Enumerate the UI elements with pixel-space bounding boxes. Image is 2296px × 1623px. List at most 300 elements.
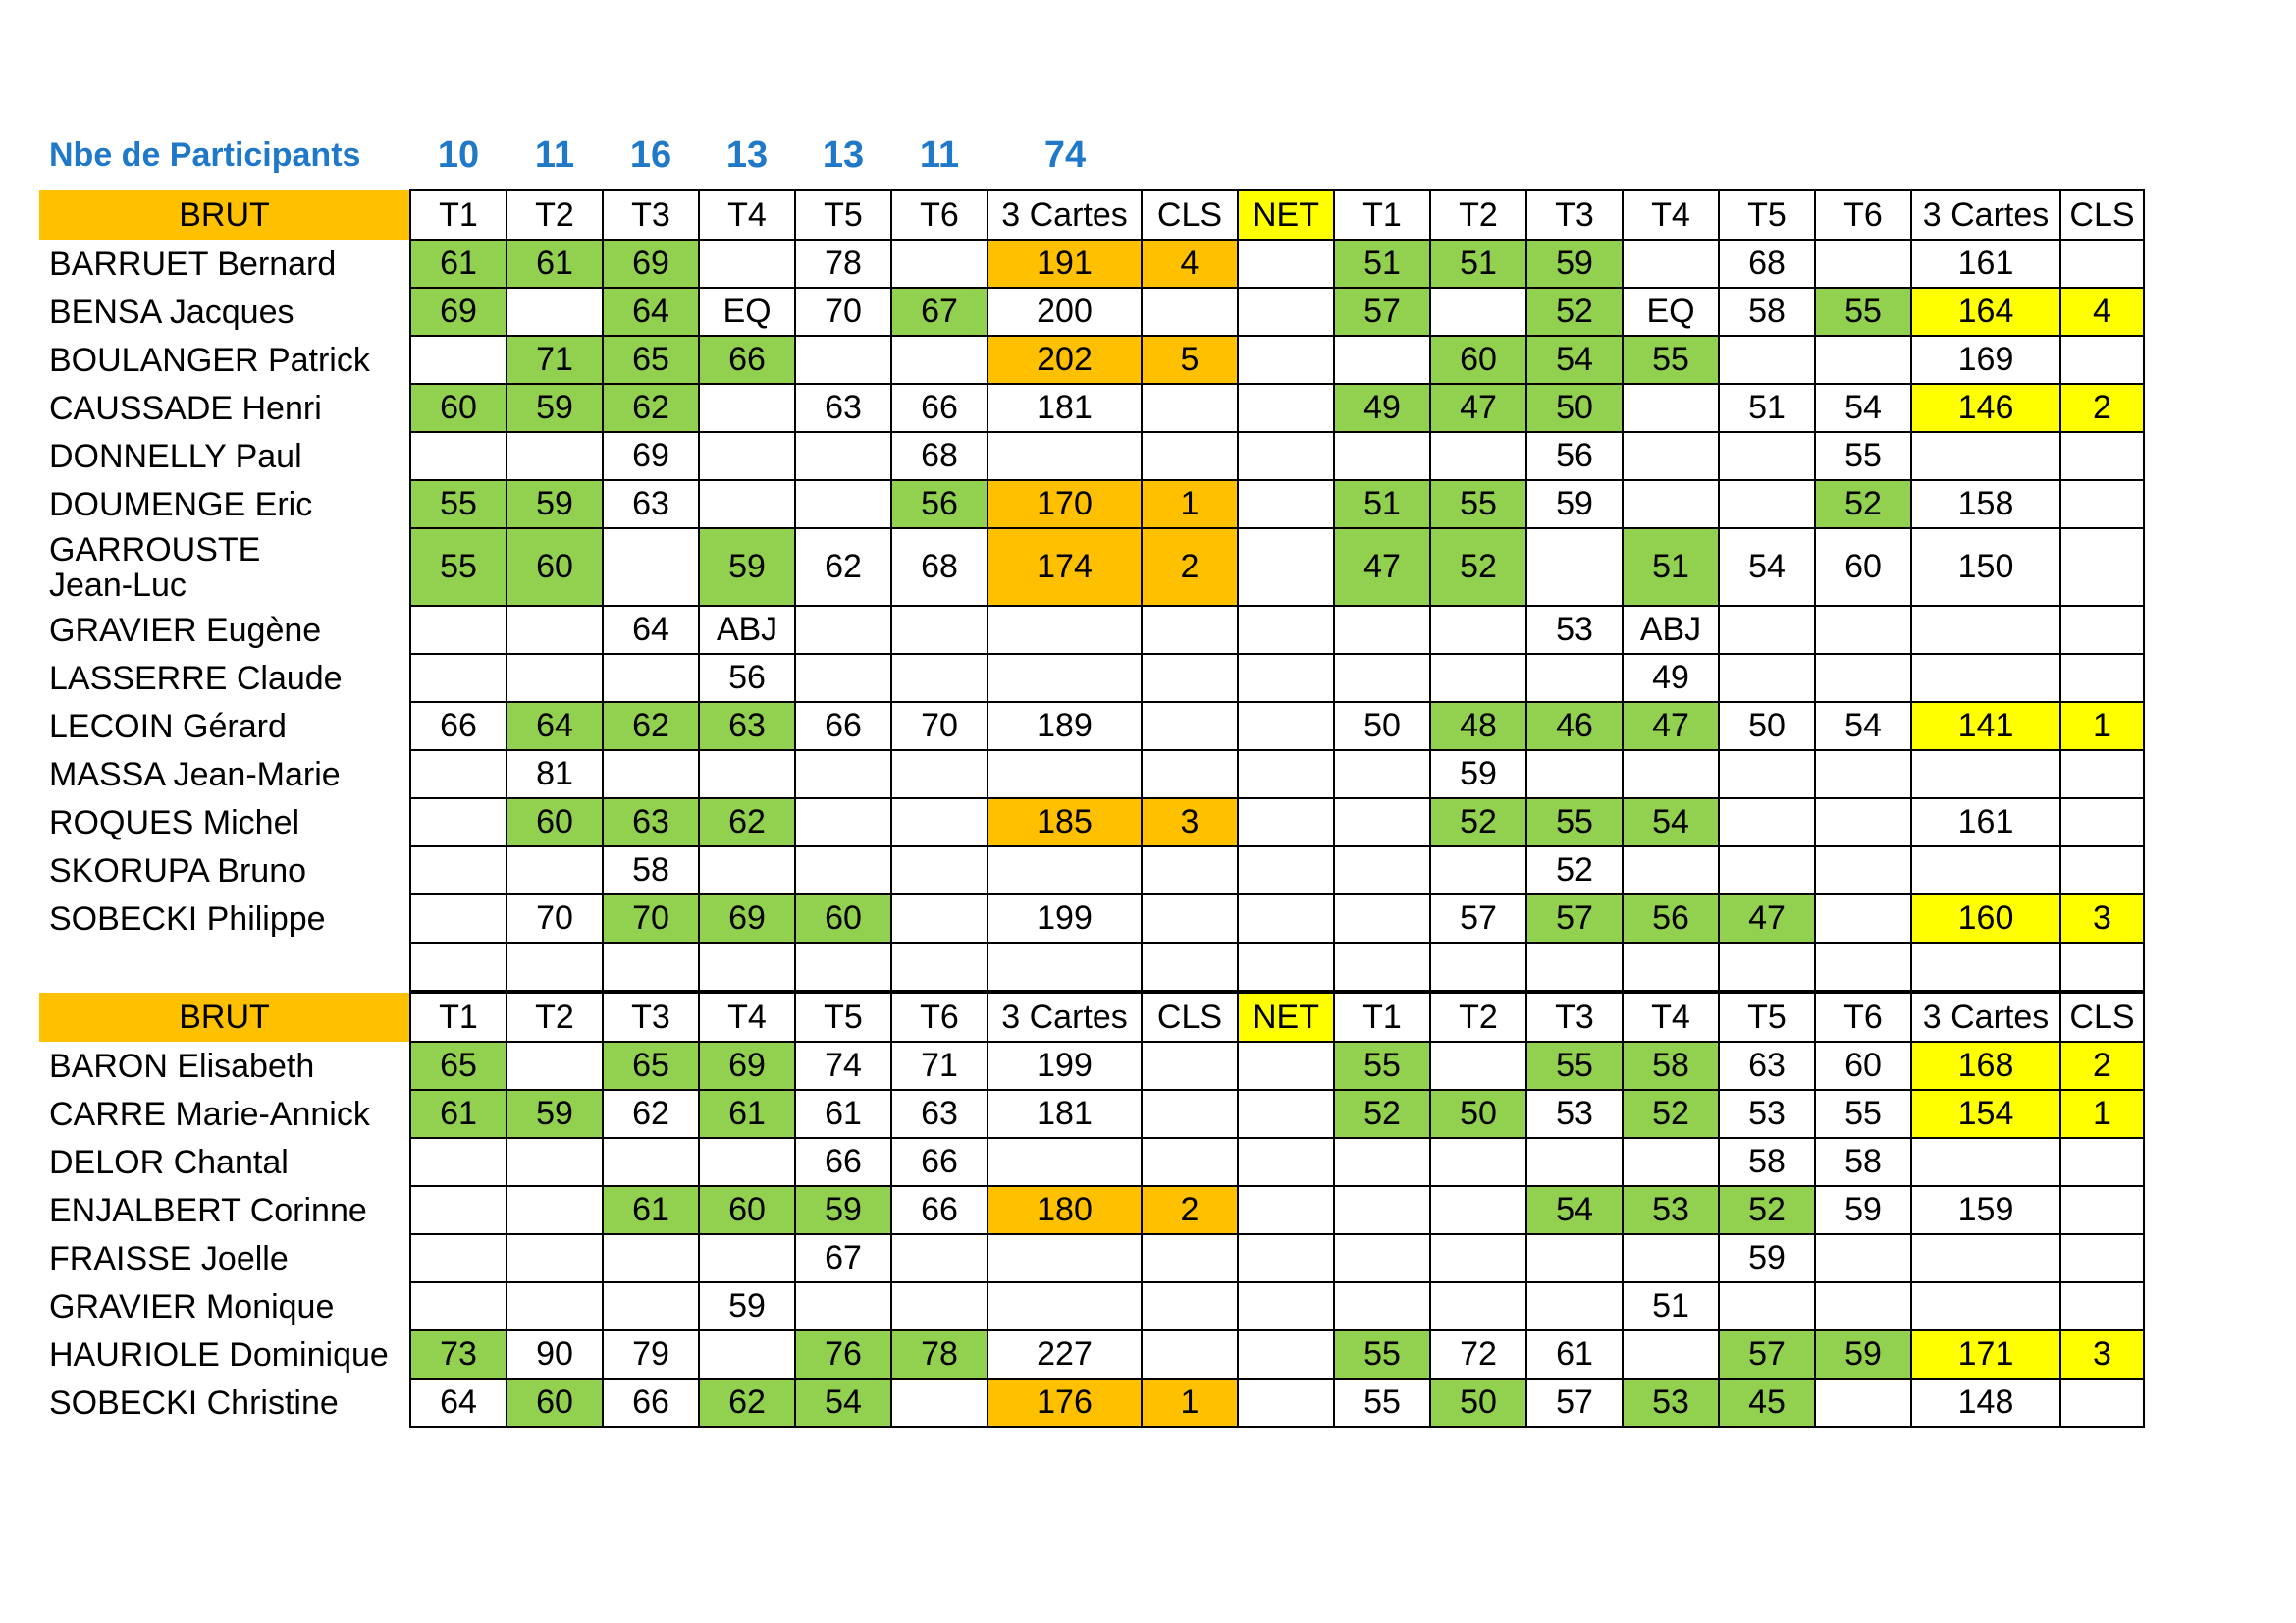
- score-cell-t1: [410, 1138, 507, 1186]
- score-cell-cls: 3: [2060, 1330, 2144, 1379]
- score-cell-t3: 63: [603, 798, 699, 846]
- score-cell-t6: 68: [891, 528, 988, 606]
- score-cell-cls: [2060, 1234, 2144, 1282]
- score-cell-t4: [1623, 1330, 1719, 1379]
- score-cell-t6: [891, 846, 988, 894]
- score-cell-t1: 73: [410, 1330, 507, 1379]
- score-cell-cls: [2060, 1282, 2144, 1330]
- column-header-t1: T1: [410, 190, 507, 240]
- score-cell-t3: 52: [1526, 288, 1623, 336]
- column-header-t5: T5: [1719, 993, 1815, 1042]
- empty-cell: [39, 943, 410, 991]
- score-cell-net: [1238, 1330, 1334, 1379]
- score-cell-t2: [507, 846, 603, 894]
- score-cell-t2: [1430, 846, 1526, 894]
- table-row: [39, 1090, 2144, 1138]
- score-cell-t2: [507, 654, 603, 702]
- score-cell-t5: 63: [1719, 1042, 1815, 1090]
- score-cell-t6: [891, 606, 988, 654]
- score-cell-3-cartes: [988, 1282, 1142, 1330]
- score-cell-t2: [1430, 606, 1526, 654]
- score-cell-cls: [2060, 480, 2144, 528]
- column-header-t6: T6: [891, 190, 988, 240]
- empty-cell: [410, 943, 507, 991]
- empty-cell: [1238, 943, 1334, 991]
- score-cell-t6: 59: [1815, 1186, 1911, 1234]
- score-cell-t5: [1719, 432, 1815, 480]
- score-cell-t3: 59: [1526, 240, 1623, 288]
- player-name: ROQUES Michel: [49, 803, 300, 841]
- score-cell-3-cartes: 200: [988, 288, 1142, 336]
- player-name: ENJALBERT Corinne: [49, 1191, 367, 1229]
- table-row: [39, 606, 2144, 654]
- score-cell-t1: [410, 654, 507, 702]
- column-header-t4: T4: [699, 190, 795, 240]
- score-cell-t6: 71: [891, 1042, 988, 1090]
- score-cell-3-cartes: [988, 1138, 1142, 1186]
- score-cell-t4: 47: [1623, 702, 1719, 750]
- player-name: CAUSSADE Henri: [49, 389, 322, 427]
- column-header-t6: T6: [1815, 993, 1911, 1042]
- score-cell-cls: [1142, 1090, 1238, 1138]
- participants-count-total: 74: [1043, 135, 1087, 176]
- score-cell-t3: 62: [603, 702, 699, 750]
- score-cell-t2: 59: [1430, 750, 1526, 798]
- score-cell-t5: 51: [1719, 384, 1815, 432]
- score-cell-t3: 62: [603, 384, 699, 432]
- score-cell-t5: [795, 798, 891, 846]
- column-header-t2: T2: [1430, 993, 1526, 1042]
- empty-cell: [1719, 943, 1815, 991]
- score-cell-net: [1238, 1042, 1334, 1090]
- score-cell-t1: 55: [1334, 1379, 1430, 1427]
- score-cell-cls: [2060, 240, 2144, 288]
- score-cell-t5: 54: [795, 1379, 891, 1427]
- score-cell-t3: 54: [1526, 1186, 1623, 1234]
- score-cell-cls: 2: [2060, 384, 2144, 432]
- score-cell-t6: 60: [1815, 528, 1911, 606]
- score-cell-3-cartes: 169: [1911, 336, 2060, 384]
- score-cell-t2: [507, 1138, 603, 1186]
- empty-cell: [1623, 943, 1719, 991]
- score-cell-t3: 64: [603, 606, 699, 654]
- column-header-t3: T3: [1526, 190, 1623, 240]
- score-cell-t6: [891, 1282, 988, 1330]
- score-cell-t3: 64: [603, 288, 699, 336]
- score-cell-t2: 59: [507, 384, 603, 432]
- score-cell-cls: 4: [1142, 240, 1238, 288]
- score-cell-t5: 58: [1719, 1138, 1815, 1186]
- empty-cell: [1334, 943, 1430, 991]
- player-name: LASSERRE Claude: [49, 659, 343, 697]
- score-cell-t6: [891, 750, 988, 798]
- score-cell-t4: [1623, 846, 1719, 894]
- score-cell-cls: 3: [2060, 894, 2144, 943]
- score-cell-t6: 54: [1815, 702, 1911, 750]
- score-cell-t5: 61: [795, 1090, 891, 1138]
- column-header-cls: CLS: [1142, 190, 1238, 240]
- score-cell-cls: 1: [1142, 480, 1238, 528]
- score-cell-t3: [1526, 528, 1623, 606]
- column-header-3-cartes: 3 Cartes: [1911, 993, 2060, 1042]
- score-cell-t5: 67: [795, 1234, 891, 1282]
- score-cell-t6: 55: [1815, 1090, 1911, 1138]
- score-cell-3-cartes: [988, 654, 1142, 702]
- score-cell-t6: 66: [891, 1138, 988, 1186]
- score-cell-t2: 72: [1430, 1330, 1526, 1379]
- player-name: SOBECKI Christine: [49, 1383, 339, 1422]
- score-cell-cls: 5: [1142, 336, 1238, 384]
- score-cell-3-cartes: [988, 846, 1142, 894]
- score-cell-t4: ABJ: [699, 606, 795, 654]
- score-cell-3-cartes: 161: [1911, 798, 2060, 846]
- player-name: GRAVIER Monique: [49, 1287, 335, 1325]
- player-name: BARON Elisabeth: [49, 1047, 315, 1085]
- score-cell-t4: 62: [699, 798, 795, 846]
- score-cell-t1: 66: [410, 702, 507, 750]
- score-cell-t2: 47: [1430, 384, 1526, 432]
- score-cell-t4: [1623, 1234, 1719, 1282]
- score-cell-t2: [1430, 288, 1526, 336]
- score-cell-t2: 51: [1430, 240, 1526, 288]
- score-cell-cls: [2060, 750, 2144, 798]
- score-cell-t2: [507, 1186, 603, 1234]
- score-cell-t1: 55: [1334, 1042, 1430, 1090]
- score-cell-t2: [1430, 1234, 1526, 1282]
- score-cell-t5: [795, 432, 891, 480]
- score-cell-t2: 60: [1430, 336, 1526, 384]
- empty-cell: [1142, 943, 1238, 991]
- score-cell-t3: 56: [1526, 432, 1623, 480]
- score-cell-t3: 66: [603, 1379, 699, 1427]
- score-cell-t3: 55: [1526, 1042, 1623, 1090]
- score-cell-cls: [2060, 798, 2144, 846]
- score-cell-3-cartes: 176: [988, 1379, 1142, 1427]
- score-cell-3-cartes: [1911, 1138, 2060, 1186]
- column-header-t3: T3: [603, 993, 699, 1042]
- score-cell-t1: [1334, 798, 1430, 846]
- score-cell-t3: 46: [1526, 702, 1623, 750]
- score-cell-t5: 62: [795, 528, 891, 606]
- score-cell-t5: 66: [795, 702, 891, 750]
- player-name: DELOR Chantal: [49, 1143, 289, 1181]
- table-row: [39, 528, 2144, 606]
- score-cell-t1: [1334, 606, 1430, 654]
- score-cell-t6: 55: [1815, 432, 1911, 480]
- score-cell-t3: 61: [603, 1186, 699, 1234]
- score-cell-t5: [795, 750, 891, 798]
- results-table-men: [39, 189, 2145, 992]
- score-cell-cls: [2060, 606, 2144, 654]
- score-cell-t2: 50: [1430, 1090, 1526, 1138]
- score-cell-net: [1238, 336, 1334, 384]
- score-cell-t1: 65: [410, 1042, 507, 1090]
- score-cell-t3: [1526, 1282, 1623, 1330]
- score-cell-t5: 52: [1719, 1186, 1815, 1234]
- column-header-t1: T1: [410, 993, 507, 1042]
- score-cell-net: [1238, 1090, 1334, 1138]
- score-cell-3-cartes: 168: [1911, 1042, 2060, 1090]
- score-cell-t2: [507, 432, 603, 480]
- score-cell-t5: 76: [795, 1330, 891, 1379]
- score-cell-t1: [1334, 1138, 1430, 1186]
- score-cell-t5: [1719, 750, 1815, 798]
- score-cell-t1: 60: [410, 384, 507, 432]
- score-cell-cls: 2: [1142, 528, 1238, 606]
- score-cell-cls: [1142, 432, 1238, 480]
- score-cell-t3: 50: [1526, 384, 1623, 432]
- score-cell-t2: 59: [507, 480, 603, 528]
- score-cell-t5: 50: [1719, 702, 1815, 750]
- empty-cell: [988, 943, 1142, 991]
- score-cell-t1: 52: [1334, 1090, 1430, 1138]
- column-header-net: NET: [1238, 993, 1334, 1042]
- score-cell-3-cartes: [988, 606, 1142, 654]
- score-cell-3-cartes: 181: [988, 384, 1142, 432]
- score-cell-cls: [1142, 1282, 1238, 1330]
- column-header-t6: T6: [891, 993, 988, 1042]
- empty-cell: [2060, 943, 2144, 991]
- score-cell-t6: 60: [1815, 1042, 1911, 1090]
- score-cell-net: [1238, 1138, 1334, 1186]
- score-cell-t4: EQ: [699, 288, 795, 336]
- score-cell-t2: [1430, 1042, 1526, 1090]
- table-header-row: [39, 993, 2144, 1042]
- participants-count-t4: 13: [725, 135, 769, 176]
- score-cell-t6: 52: [1815, 480, 1911, 528]
- score-cell-t3: [1526, 1138, 1623, 1186]
- score-cell-t6: [1815, 654, 1911, 702]
- score-cell-cls: [2060, 432, 2144, 480]
- score-cell-t6: 70: [891, 702, 988, 750]
- score-cell-t5: [1719, 480, 1815, 528]
- table-row: [39, 1330, 2144, 1379]
- score-cell-t4: [1623, 750, 1719, 798]
- score-cell-3-cartes: 159: [1911, 1186, 2060, 1234]
- table-row: [39, 894, 2144, 943]
- score-cell-t4: [699, 384, 795, 432]
- score-cell-t3: 62: [603, 1090, 699, 1138]
- player-name: FRAISSE Joelle: [49, 1239, 289, 1277]
- table-row: [39, 702, 2144, 750]
- score-cell-3-cartes: 191: [988, 240, 1142, 288]
- column-header-t2: T2: [1430, 190, 1526, 240]
- score-cell-t3: 59: [1526, 480, 1623, 528]
- score-cell-t3: [1526, 654, 1623, 702]
- column-header-net: NET: [1238, 190, 1334, 240]
- score-cell-t1: [410, 894, 507, 943]
- score-cell-net: [1238, 894, 1334, 943]
- score-cell-t5: 63: [795, 384, 891, 432]
- table-row: [39, 846, 2144, 894]
- column-header-t4: T4: [1623, 993, 1719, 1042]
- score-cell-t6: 78: [891, 1330, 988, 1379]
- score-cell-t1: 50: [1334, 702, 1430, 750]
- score-cell-t5: [795, 1282, 891, 1330]
- score-cell-t1: 47: [1334, 528, 1430, 606]
- score-cell-cls: [1142, 654, 1238, 702]
- empty-cell: [795, 943, 891, 991]
- score-cell-t4: 69: [699, 894, 795, 943]
- score-cell-t2: 48: [1430, 702, 1526, 750]
- column-header-cls: CLS: [1142, 993, 1238, 1042]
- participants-summary: [39, 126, 1217, 185]
- score-cell-t5: [1719, 336, 1815, 384]
- score-cell-t5: [1719, 1282, 1815, 1330]
- score-cell-t2: 60: [507, 528, 603, 606]
- score-cell-t1: 64: [410, 1379, 507, 1427]
- score-cell-3-cartes: 227: [988, 1330, 1142, 1379]
- score-cell-t2: 71: [507, 336, 603, 384]
- column-header-t3: T3: [603, 190, 699, 240]
- score-cell-t4: 60: [699, 1186, 795, 1234]
- player-name: HAURIOLE Dominique: [49, 1335, 389, 1374]
- brut-header: BRUT: [39, 190, 410, 240]
- score-cell-t3: [603, 654, 699, 702]
- score-cell-t1: 69: [410, 288, 507, 336]
- player-name: BENSA Jacques: [49, 293, 294, 331]
- participants-label: Nbe de Participants: [49, 136, 361, 174]
- empty-cell: [1815, 943, 1911, 991]
- column-header-3-cartes: 3 Cartes: [1911, 190, 2060, 240]
- player-name: DONNELLY Paul: [49, 437, 302, 475]
- score-cell-3-cartes: [1911, 1282, 2060, 1330]
- score-cell-t4: [1623, 480, 1719, 528]
- score-cell-t3: 55: [1526, 798, 1623, 846]
- score-cell-3-cartes: [988, 750, 1142, 798]
- score-cell-t1: 57: [1334, 288, 1430, 336]
- score-cell-3-cartes: 202: [988, 336, 1142, 384]
- score-cell-t1: [1334, 1282, 1430, 1330]
- table-row: [39, 654, 2144, 702]
- score-cell-t5: [795, 654, 891, 702]
- score-cell-t3: [603, 1234, 699, 1282]
- score-cell-t3: 79: [603, 1330, 699, 1379]
- table-row: [39, 1234, 2144, 1282]
- score-cell-net: [1238, 750, 1334, 798]
- score-cell-t2: 60: [507, 798, 603, 846]
- score-cell-net: [1238, 846, 1334, 894]
- score-cell-cls: 1: [2060, 1090, 2144, 1138]
- table-row: [39, 384, 2144, 432]
- score-cell-t2: 50: [1430, 1379, 1526, 1427]
- score-cell-3-cartes: 199: [988, 894, 1142, 943]
- score-cell-cls: [2060, 846, 2144, 894]
- score-cell-t4: 53: [1623, 1379, 1719, 1427]
- table-row: [39, 1379, 2144, 1427]
- table-row: [39, 432, 2144, 480]
- score-cell-t4: [699, 846, 795, 894]
- score-cell-t1: [1334, 1186, 1430, 1234]
- player-name: GRAVIER Eugène: [49, 611, 322, 649]
- score-cell-3-cartes: [1911, 846, 2060, 894]
- score-cell-t1: [1334, 654, 1430, 702]
- score-cell-cls: [1142, 384, 1238, 432]
- score-cell-t1: [410, 606, 507, 654]
- score-cell-t5: 45: [1719, 1379, 1815, 1427]
- score-cell-t2: [1430, 432, 1526, 480]
- player-name: GARROUSTE Jean-Luc: [49, 530, 261, 604]
- score-cell-t4: [699, 240, 795, 288]
- column-header-cls: CLS: [2060, 190, 2144, 240]
- score-cell-t4: ABJ: [1623, 606, 1719, 654]
- empty-cell: [1526, 943, 1623, 991]
- score-cell-3-cartes: [1911, 1234, 2060, 1282]
- score-cell-t2: 70: [507, 894, 603, 943]
- score-cell-3-cartes: 148: [1911, 1379, 2060, 1427]
- score-cell-net: [1238, 384, 1334, 432]
- score-cell-t2: 61: [507, 240, 603, 288]
- score-cell-t6: 58: [1815, 1138, 1911, 1186]
- score-cell-3-cartes: 158: [1911, 480, 2060, 528]
- score-cell-net: [1238, 1282, 1334, 1330]
- score-cell-t6: [1815, 750, 1911, 798]
- score-cell-t5: 54: [1719, 528, 1815, 606]
- score-cell-cls: [1142, 846, 1238, 894]
- score-cell-t5: 66: [795, 1138, 891, 1186]
- score-cell-t5: 53: [1719, 1090, 1815, 1138]
- score-cell-3-cartes: 150: [1911, 528, 2060, 606]
- score-cell-t1: [410, 1234, 507, 1282]
- score-cell-net: [1238, 1186, 1334, 1234]
- score-cell-t3: 63: [603, 480, 699, 528]
- score-cell-t4: 54: [1623, 798, 1719, 846]
- empty-cell: [699, 943, 795, 991]
- score-cell-t1: 55: [1334, 1330, 1430, 1379]
- score-cell-t4: 56: [699, 654, 795, 702]
- table-row: [39, 1282, 2144, 1330]
- score-cell-t4: [1623, 1138, 1719, 1186]
- score-cell-cls: [2060, 1379, 2144, 1427]
- score-cell-cls: [1142, 702, 1238, 750]
- score-cell-t4: [1623, 384, 1719, 432]
- score-cell-t5: [795, 336, 891, 384]
- score-cell-t4: 55: [1623, 336, 1719, 384]
- score-cell-t4: [699, 480, 795, 528]
- column-header-t4: T4: [699, 993, 795, 1042]
- empty-cell: [1911, 943, 2060, 991]
- score-cell-t2: [1430, 654, 1526, 702]
- column-header-t5: T5: [795, 190, 891, 240]
- score-cell-t4: 62: [699, 1379, 795, 1427]
- participants-count-t1: 10: [437, 135, 480, 176]
- score-cell-net: [1238, 1379, 1334, 1427]
- score-cell-cls: 4: [2060, 288, 2144, 336]
- score-cell-net: [1238, 654, 1334, 702]
- score-cell-t4: 61: [699, 1090, 795, 1138]
- score-cell-3-cartes: 160: [1911, 894, 2060, 943]
- score-cell-t6: 63: [891, 1090, 988, 1138]
- table-row: [39, 1042, 2144, 1090]
- score-cell-t5: [795, 606, 891, 654]
- score-cell-t1: 55: [410, 480, 507, 528]
- column-header-t2: T2: [507, 190, 603, 240]
- table-row: [39, 288, 2144, 336]
- column-header-t3: T3: [1526, 993, 1623, 1042]
- score-cell-cls: [1142, 1138, 1238, 1186]
- score-cell-t3: [1526, 1234, 1623, 1282]
- score-cell-t4: 59: [699, 528, 795, 606]
- score-cell-t4: 56: [1623, 894, 1719, 943]
- score-cell-t6: [1815, 1379, 1911, 1427]
- score-cell-t2: [507, 1282, 603, 1330]
- score-cell-t6: [891, 798, 988, 846]
- score-cell-t1: [410, 432, 507, 480]
- score-cell-cls: 3: [1142, 798, 1238, 846]
- score-cell-net: [1238, 288, 1334, 336]
- column-header-t6: T6: [1815, 190, 1911, 240]
- score-cell-t5: [795, 846, 891, 894]
